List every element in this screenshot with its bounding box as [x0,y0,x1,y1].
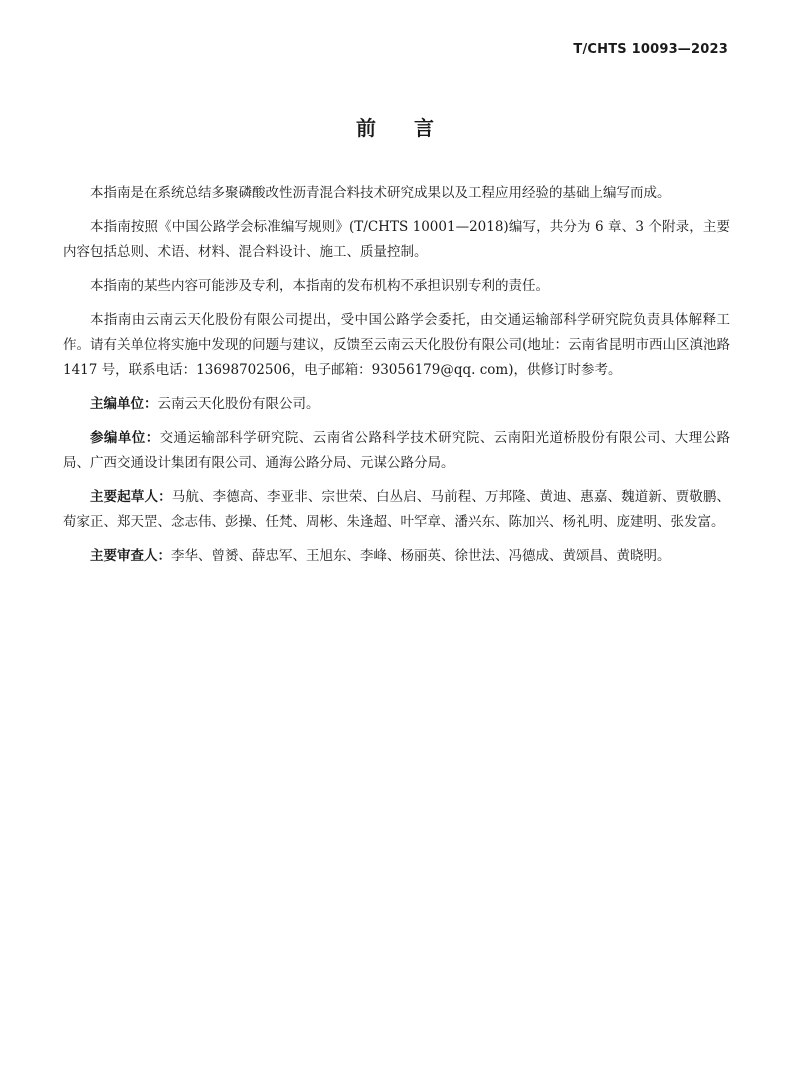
preface-body [63,181,730,578]
chief-editor-label: 主编单位： [90,396,158,412]
paragraph-intro: 本指南是在系统总结多聚磷酸改性沥青混合料技术研究成果以及工程应用经验的基础上编写而成。 [90,185,671,201]
participants-value: 交通运输部科学研究院、云南省公路科学技术研究院、云南阳光道桥股份有限公司、大理公路局、广西交通设计集团有限公司、通海公路分局、元谋公路分局。 [63,430,731,471]
drafters-label: 主要起草人： [90,489,172,505]
participants-label: 参编单位： [90,430,160,446]
page-title: 前言 [356,116,472,140]
document-code: T/CHTS 10093—2023 [573,42,728,57]
paragraph-contact: 本指南由云南云天化股份有限公司提出，受中国公路学会委托，由交通运输部科学研究院负责具体解释工作。请有关单位将实施中发现的问题与建议，反馈至云南云天化股份有限公司(地址：云南省昆明市西山区滇池路 1417 号，联系电话：13698702506，电子邮箱：93056179@qq. com)，供修订时参考。 [63,312,730,378]
main-drafters [63,485,730,535]
main-reviewers [63,544,730,569]
paragraph-structure: 本指南按照《中国公路学会标准编写规则》(T/CHTS 10001—2018)编写，共分为 6 章、3 个附录，主要内容包括总则、术语、材料、混合料设计、施工、质量控制。 [63,219,730,260]
reviewers-value: 李华、曾赟、薛忠军、王旭东、李峰、杨丽英、徐世法、冯德成、黄颂昌、黄晓明。 [171,548,671,564]
paragraph-patent: 本指南的某些内容可能涉及专利，本指南的发布机构不承担识别专利的责任。 [90,278,549,294]
chief-editor-value: 云南云天化股份有限公司。 [157,396,320,412]
drafters-value: 马航、李德高、李亚非、宗世荣、白丛启、马前程、万邦隆、黄迪、惠嘉、魏道新、贾敬鹏、荀家正、郑天罡、念志伟、彭操、任梵、周彬、朱逢超、叶罕章、潘兴东、陈加兴、杨礼明、庞建明、张发富。 [63,489,731,530]
participating-units [63,426,730,476]
reviewers-label: 主要审查人： [90,548,171,564]
chief-editor-unit [63,392,730,417]
